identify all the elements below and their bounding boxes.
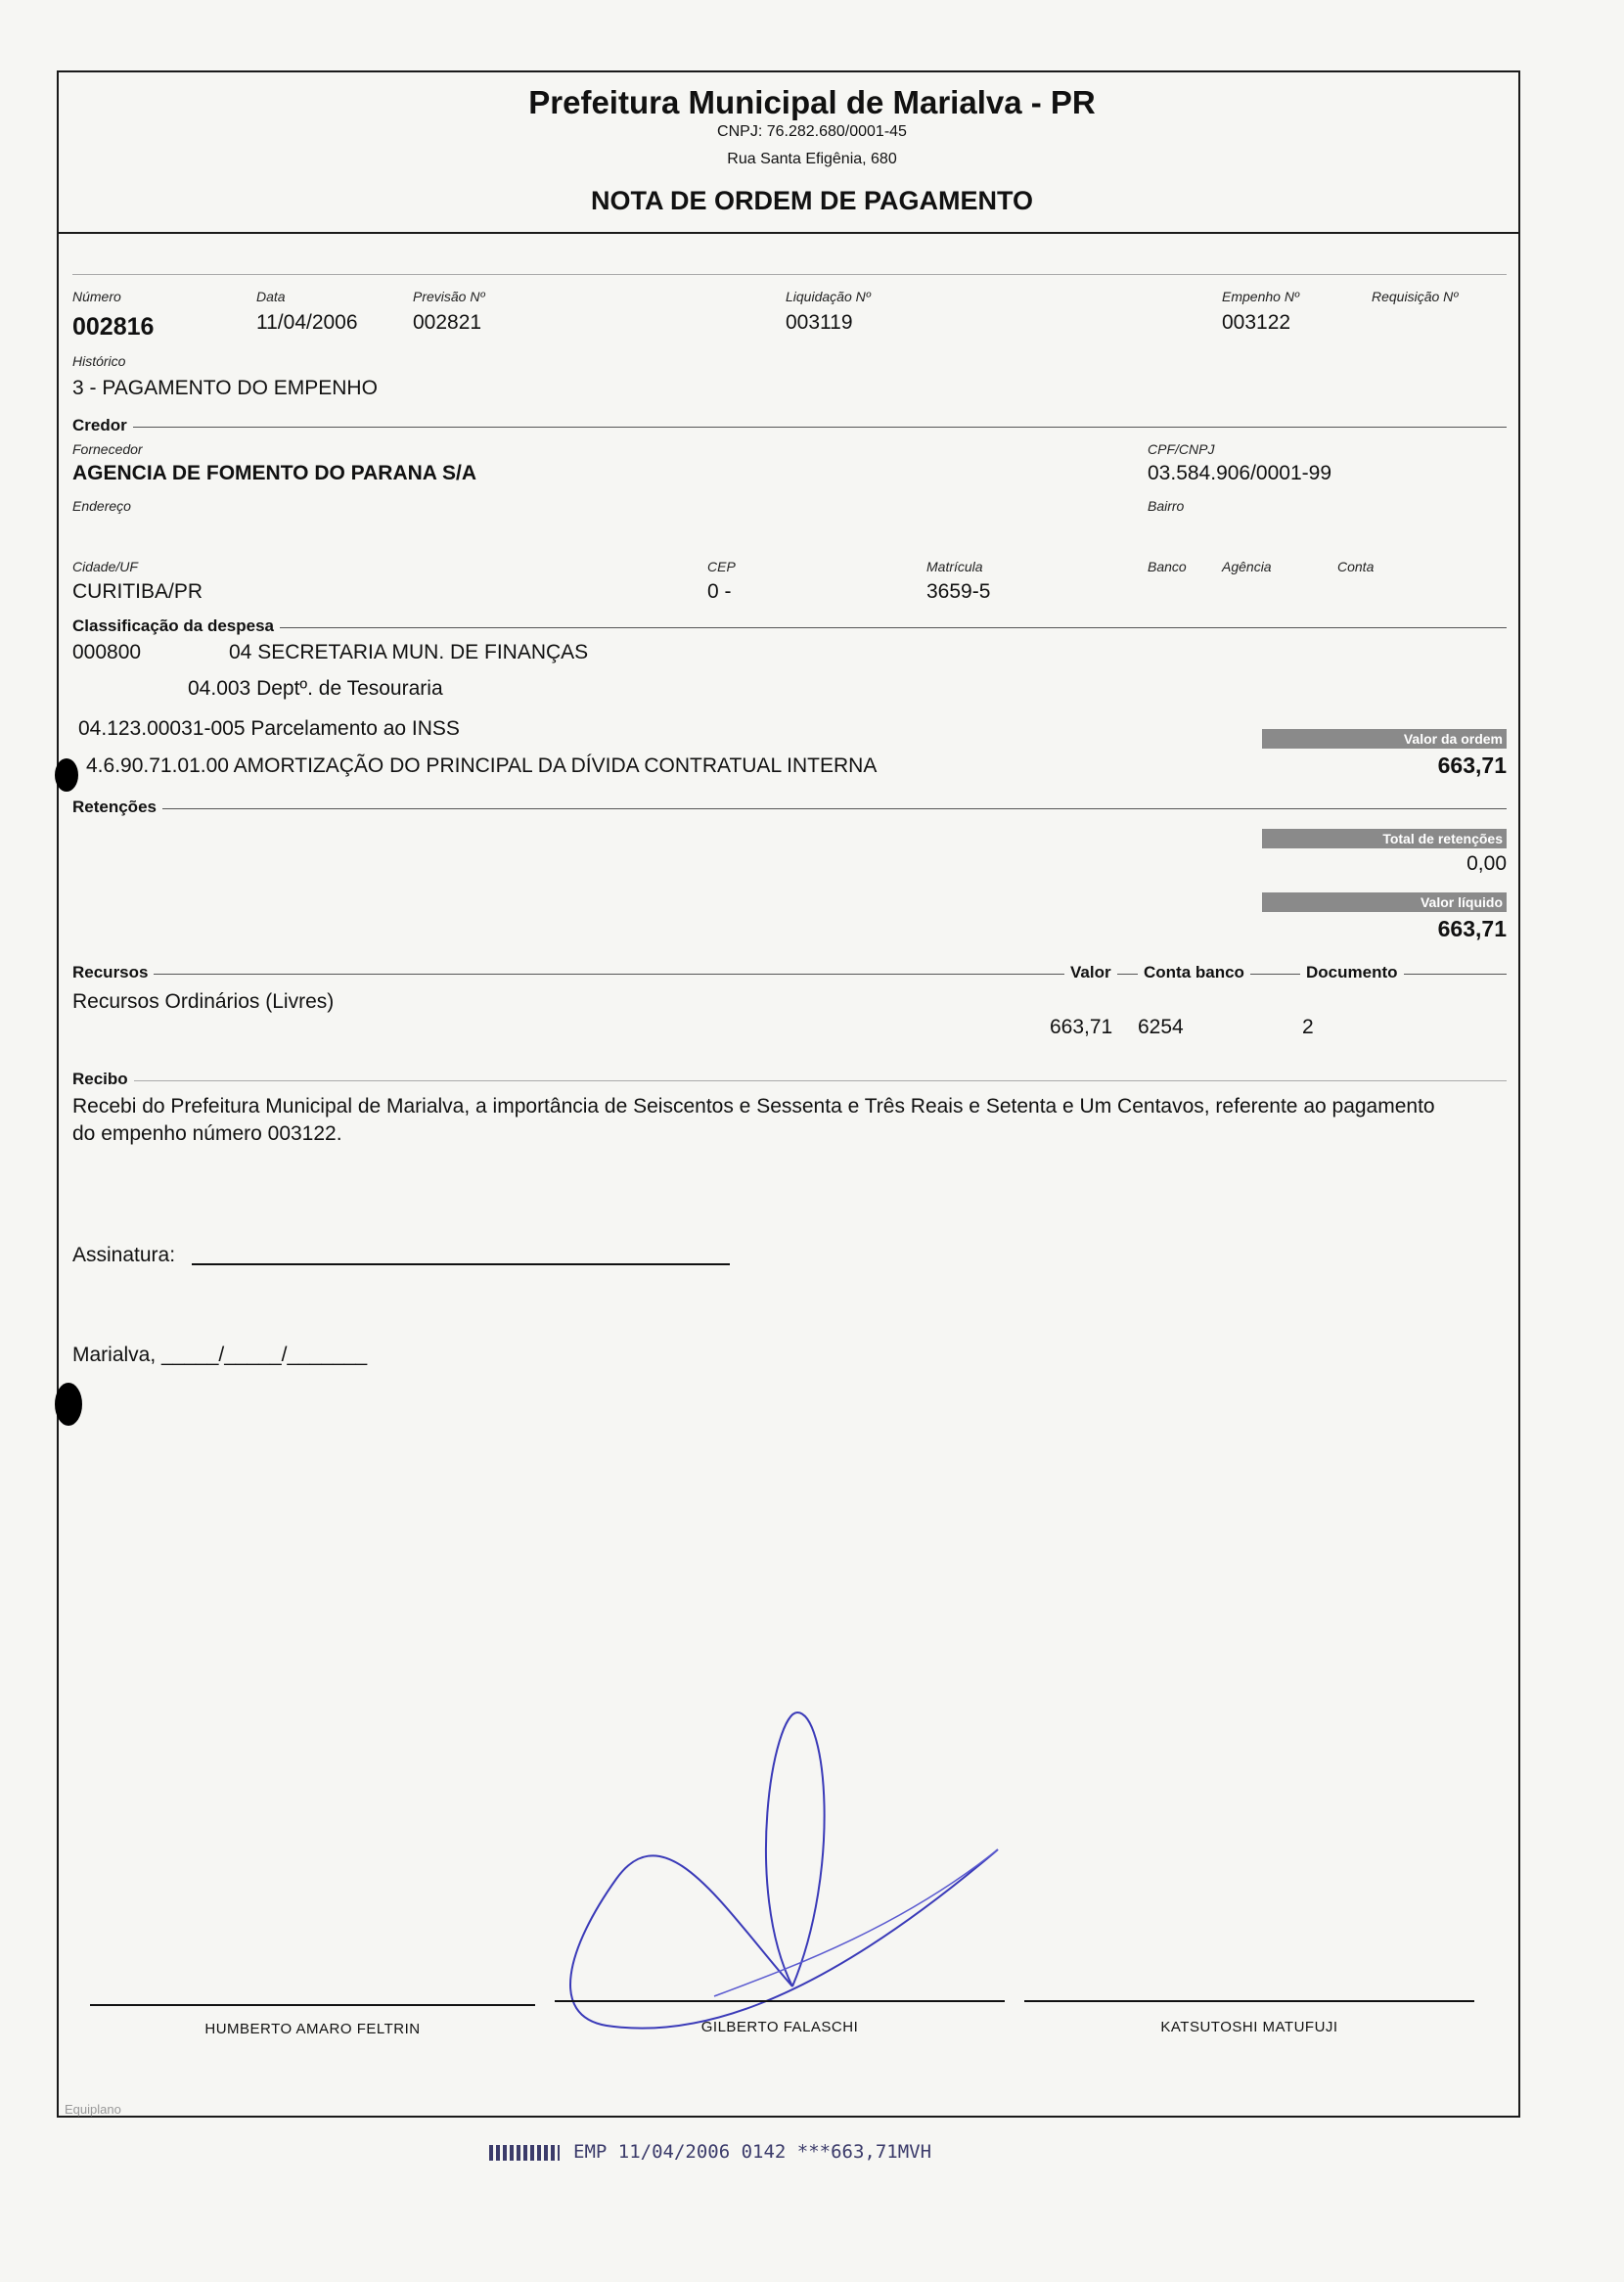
classificacao-section-title: Classificação da despesa bbox=[72, 616, 280, 636]
recibo-text: Recebi do Prefeitura Municipal de Marialva, a importância de Seiscentos e Sessenta e Três Reais e Setenta e Um Centavos, referente ao pagamento do empenho número 003122. bbox=[72, 1095, 1435, 1145]
numero-value: 002816 bbox=[72, 313, 155, 341]
classificacao-line bbox=[72, 627, 1507, 628]
valor-liquido-label: Valor líquido bbox=[1262, 892, 1507, 912]
classificacao-code: 000800 bbox=[72, 641, 142, 663]
assinatura-line bbox=[192, 1263, 730, 1265]
data-value: 11/04/2006 bbox=[256, 311, 358, 334]
scan-dot bbox=[55, 758, 78, 792]
bank-stamp bbox=[489, 2141, 931, 2163]
header-divider bbox=[57, 232, 1520, 234]
valor-ordem-value: 663,71 bbox=[1437, 753, 1507, 778]
empenho-label: Empenho Nº bbox=[1222, 289, 1300, 304]
recursos-valor: 663,71 bbox=[1050, 1016, 1113, 1038]
cidade-value: CURITIBA/PR bbox=[72, 580, 203, 603]
previsao-label: Previsão Nº bbox=[413, 289, 485, 304]
matricula-value: 3659-5 bbox=[926, 580, 991, 603]
recursos-conta: 6254 bbox=[1138, 1016, 1184, 1038]
agencia-label: Agência bbox=[1222, 559, 1272, 574]
recursos-section-title: Recursos bbox=[72, 963, 154, 982]
fornecedor-value: AGENCIA DE FOMENTO DO PARANA S/A bbox=[72, 462, 477, 484]
liquidacao-label: Liquidação Nº bbox=[786, 289, 871, 304]
retencoes-line bbox=[72, 808, 1507, 809]
barcode-icon bbox=[489, 2145, 560, 2161]
recursos-documento-label: Documento bbox=[1300, 963, 1404, 982]
assinatura-label: Assinatura: bbox=[72, 1244, 176, 1266]
total-retencoes-value: 0,00 bbox=[1466, 852, 1507, 875]
cep-label: CEP bbox=[707, 559, 736, 574]
cnpj-text: CNPJ: 76.282.680/0001-45 bbox=[717, 123, 907, 140]
address-text: Rua Santa Efigênia, 680 bbox=[727, 151, 897, 167]
handwritten-signature bbox=[548, 1693, 1017, 2045]
recursos-line bbox=[72, 974, 1507, 975]
bank-stamp-text: EMP 11/04/2006 0142 ***663,71MVH bbox=[573, 2141, 932, 2163]
matricula-label: Matrícula bbox=[926, 559, 983, 574]
liquidacao-value: 003119 bbox=[786, 311, 853, 334]
retencoes-section-title: Retenções bbox=[72, 798, 162, 817]
conta-label: Conta bbox=[1337, 559, 1375, 574]
credor-section-title: Credor bbox=[72, 416, 133, 435]
numero-label: Número bbox=[72, 289, 121, 304]
signature-line-1 bbox=[90, 2004, 535, 2006]
previsao-value: 002821 bbox=[413, 311, 482, 334]
info-top-line bbox=[72, 274, 1507, 275]
cpf-value: 03.584.906/0001-99 bbox=[1148, 462, 1332, 484]
secretaria-value: 04 SECRETARIA MUN. DE FINANÇAS bbox=[229, 641, 589, 663]
recursos-descricao: Recursos Ordinários (Livres) bbox=[72, 990, 335, 1013]
local-data-line: Marialva, _____/_____/_______ bbox=[72, 1344, 368, 1366]
bairro-label: Bairro bbox=[1148, 498, 1185, 514]
document-title: NOTA DE ORDEM DE PAGAMENTO bbox=[590, 186, 1033, 215]
recibo-line bbox=[72, 1080, 1507, 1081]
fornecedor-label: Fornecedor bbox=[72, 441, 143, 457]
recursos-conta-label: Conta banco bbox=[1138, 963, 1250, 982]
empenho-value: 003122 bbox=[1222, 311, 1291, 334]
recursos-valor-label: Valor bbox=[1064, 963, 1117, 982]
credor-line bbox=[72, 427, 1507, 428]
signature-line-2 bbox=[555, 2000, 1005, 2002]
cidade-label: Cidade/UF bbox=[72, 559, 138, 574]
scan-dot bbox=[55, 1383, 82, 1426]
historico-label: Histórico bbox=[72, 353, 126, 369]
signatory-3: KATSUTOSHI MATUFUJI bbox=[1160, 2019, 1338, 2035]
programa-value: 04.123.00031-005 Parcelamento ao INSS bbox=[78, 717, 460, 740]
departamento-value: 04.003 Deptº. de Tesouraria bbox=[188, 677, 443, 700]
software-credit: Equiplano bbox=[65, 2102, 121, 2117]
data-label: Data bbox=[256, 289, 286, 304]
cep-value: 0 - bbox=[707, 580, 732, 603]
cpf-label: CPF/CNPJ bbox=[1148, 441, 1215, 457]
banco-label: Banco bbox=[1148, 559, 1187, 574]
elemento-value: 4.6.90.71.01.00 AMORTIZAÇÃO DO PRINCIPAL DA DÍVIDA CONTRATUAL INTERNA bbox=[86, 754, 878, 777]
valor-ordem-label: Valor da ordem bbox=[1262, 729, 1507, 749]
signature-line-3 bbox=[1024, 2000, 1474, 2002]
valor-liquido-value: 663,71 bbox=[1437, 916, 1507, 941]
signatory-2: GILBERTO FALASCHI bbox=[700, 2019, 859, 2035]
requisicao-label: Requisição Nº bbox=[1372, 289, 1459, 304]
recursos-documento: 2 bbox=[1302, 1016, 1314, 1038]
historico-value: 3 - PAGAMENTO DO EMPENHO bbox=[72, 377, 378, 399]
signatory-1: HUMBERTO AMARO FELTRIN bbox=[204, 2021, 421, 2037]
recibo-section-title: Recibo bbox=[72, 1070, 134, 1089]
endereco-label: Endereço bbox=[72, 498, 131, 514]
municipality-title: Prefeitura Municipal de Marialva - PR bbox=[528, 84, 1096, 120]
total-retencoes-label: Total de retenções bbox=[1262, 829, 1507, 848]
